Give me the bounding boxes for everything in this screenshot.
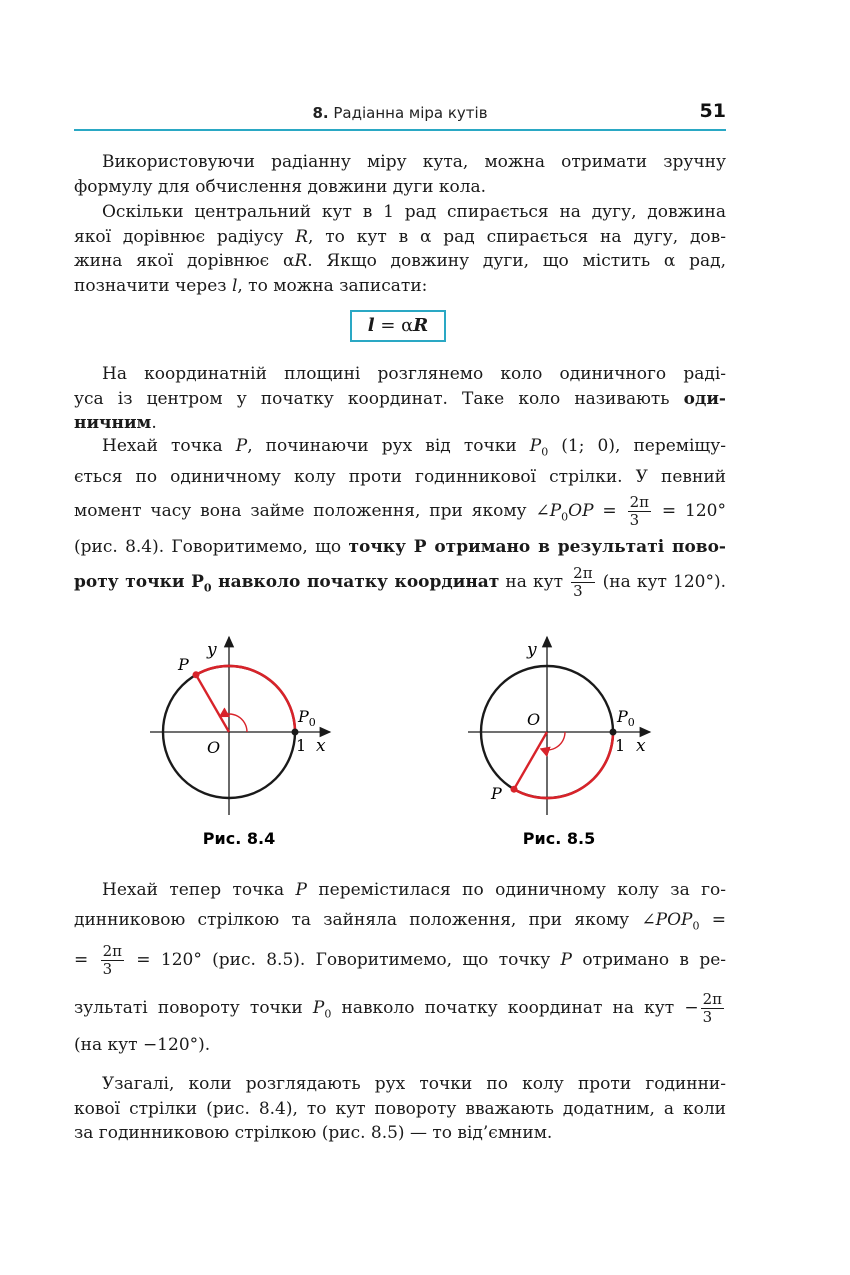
unit-circle-figures <box>0 625 850 855</box>
text-line: Використовуючи радіанну міру кута, можна отримати зручну <box>102 152 726 172</box>
label-p0: $P_0$ <box>298 707 316 729</box>
fraction-2pi-3: $\frac{2\pi}{3}$ <box>702 989 722 1026</box>
caption-8-4: Рис. 8.4 <box>202 829 276 848</box>
text-line: ється по одиничному колу проти годинникової стрілки. У певний <box>74 466 726 487</box>
paragraph-sign-convention <box>74 1072 726 1146</box>
label-p0: $P_0$ <box>617 707 635 729</box>
text-line: (рис. 8.4). Говоритимемо, що точку P отримано в результаті пово- <box>74 537 726 558</box>
section-title <box>74 104 726 122</box>
label-y: y <box>527 640 537 660</box>
text-line: Узагалі, коли розглядають рух точки по колу проти годинни- <box>102 1074 726 1094</box>
text-line: кової стрілки (рис. 8.4), то кут повороту вважають додатним, а коли <box>74 1098 726 1119</box>
running-header <box>74 98 726 130</box>
label-one: 1 <box>615 736 626 755</box>
text-line: = $\frac{2\pi}{3}$ = 120° (рис. 8.5). Говоритимемо, що точку P отримано в ре- <box>74 941 727 978</box>
text-line: момент часу вона займе положення, при якому $\angle P_0OP$ = $\frac{2\pi}{3}$ = 120° <box>74 493 727 530</box>
arc-length-formula: l = αR <box>350 310 446 342</box>
label-o: O <box>527 710 541 729</box>
paragraph-unit-circle <box>74 362 726 436</box>
text-line: за годинниковою стрілкою (рис. 8.5) — то від’ємним. <box>74 1123 553 1143</box>
label-o: O <box>207 738 221 757</box>
point-p0 <box>610 729 617 736</box>
figure-8-4 <box>150 637 330 815</box>
label-p: P <box>491 784 502 803</box>
paragraph-rotation-positive <box>74 434 726 604</box>
text-line: ничним. <box>74 413 157 433</box>
label-one: 1 <box>296 736 307 755</box>
text-line: (на кут −120°). <box>74 1034 211 1055</box>
point-p <box>511 786 518 793</box>
text-line: формулу для обчислення довжини дуги кола. <box>74 176 487 197</box>
paragraph-rotation-negative <box>74 878 726 1057</box>
page-number: 51 <box>699 100 726 122</box>
label-x: x <box>316 736 326 756</box>
point-p <box>193 671 200 678</box>
text-line: Нехай тепер точка P перемістилася по одиничному колу за го- <box>102 880 726 900</box>
label-y: y <box>207 640 217 660</box>
text-line: жина якої дорівнює αR. Якщо довжину дуги, що містить α рад, <box>74 251 726 271</box>
text-line: позначити через l, то можна записати: <box>74 275 428 296</box>
text-line: роту точки $P_0$ навколо початку координат на кут $\frac{2\pi}{3}$ (на кут 120°). <box>74 563 727 600</box>
text-line: динниковою стрілкою та зайняла положення, при якому $\angle POP_0$ = <box>74 909 726 932</box>
fraction-2pi-3: $\frac{2\pi}{3}$ <box>629 493 649 530</box>
figure-8-5 <box>468 637 650 815</box>
text-line: уса із центром у початку координат. Таке коло називають оди- <box>74 388 726 409</box>
radius-op <box>514 732 547 789</box>
section-number: 8. <box>312 104 329 122</box>
section-title-text: Радіанна міра кутів <box>333 104 488 122</box>
text-line: Оскільки центральний кут в 1 рад спирається на дугу, довжина <box>102 202 726 222</box>
text-line: якої дорівнює радіусу R, то кут в α рад спирається на дугу, дов- <box>74 226 726 247</box>
fraction-2pi-3: $\frac{2\pi}{3}$ <box>573 563 593 600</box>
fraction-2pi-3: $\frac{2\pi}{3}$ <box>102 941 122 978</box>
header-rule <box>74 129 726 131</box>
text-line: Нехай точка P, починаючи рух від точки $P_0$ (1; 0), переміщу- <box>102 436 726 459</box>
point-p0 <box>292 729 299 736</box>
caption-8-5: Рис. 8.5 <box>522 829 596 848</box>
paragraph-arc-length <box>74 200 726 298</box>
text-line: зультаті повороту точки $P_0$ навколо початку координат на кут − $\frac{2\pi}{3}$ <box>74 989 722 1026</box>
radius-op <box>196 675 229 732</box>
label-x: x <box>636 736 646 756</box>
figures-row <box>0 625 850 855</box>
paragraph-arc-intro <box>74 150 726 199</box>
label-p: P <box>178 655 189 674</box>
text-line: На координатній площині розглянемо коло одиничного раді- <box>102 364 726 384</box>
